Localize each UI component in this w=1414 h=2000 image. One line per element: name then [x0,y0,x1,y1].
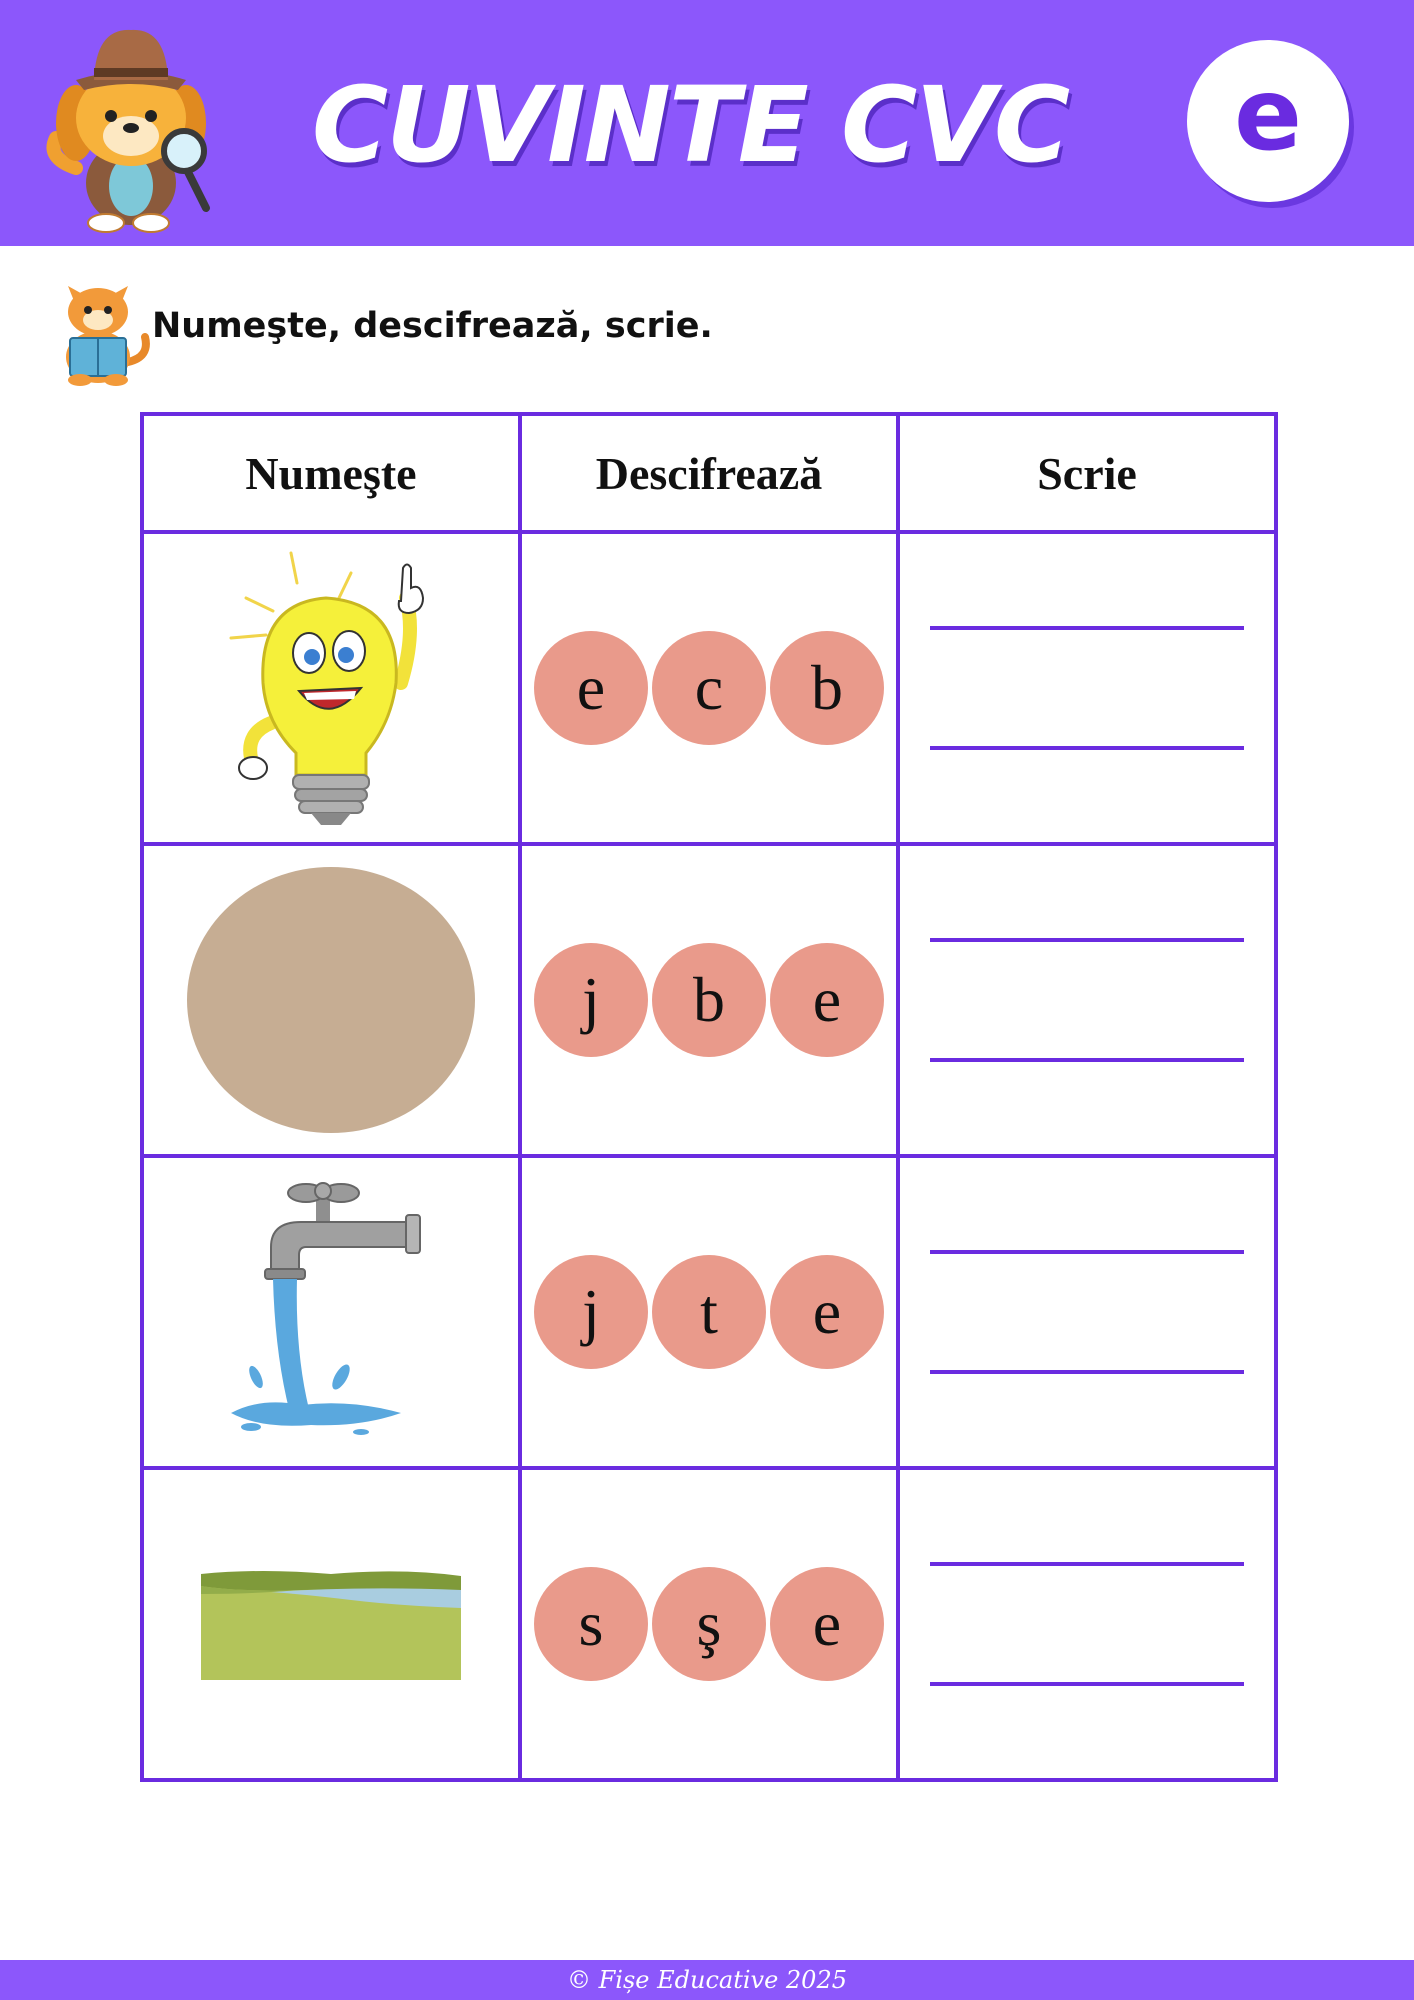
writing-line [930,938,1244,942]
brown-circle-picture [181,860,481,1140]
letters-cell [520,532,898,844]
letter-group [522,943,896,1057]
detective-dog-icon [36,18,226,233]
letter-bubble: j [534,1255,648,1369]
page-title: CUVINTE CVC [311,64,1069,186]
header-row [142,414,1276,532]
table-row [142,532,1276,844]
writing-line [930,1058,1244,1062]
green-landscape-picture [201,1564,461,1684]
light-bulb-picture [211,543,451,833]
letter-group [522,631,896,745]
letters-cell [520,844,898,1156]
letter-bubble: j [534,943,648,1057]
writing-cell[interactable] [898,1468,1276,1780]
letter-bubble: ş [652,1567,766,1681]
letter-badge [1187,40,1349,202]
letter-bubble: s [534,1567,648,1681]
letter-bubble: c [652,631,766,745]
column-header-scrie: Scrie [898,414,1276,532]
letter-group [522,1567,896,1681]
letters-cell [520,1468,898,1780]
picture-cell [142,1468,520,1780]
letter-bubble: e [770,1255,884,1369]
writing-line [930,746,1244,750]
writing-cell[interactable] [898,844,1276,1156]
writing-line [930,1370,1244,1374]
water-tap-picture [211,1177,451,1447]
column-header-numeste: Numeşte [142,414,520,532]
letter-bubble: b [770,631,884,745]
reading-cat-icon [50,272,150,387]
table-row [142,844,1276,1156]
letter-bubble: e [534,631,648,745]
footer-copyright: © Fișe Educative 2025 [0,1960,1414,2000]
writing-line [930,1250,1244,1254]
letters-cell [520,1156,898,1468]
writing-line [930,1682,1244,1686]
letter-bubble: b [652,943,766,1057]
picture-cell [142,1156,520,1468]
letter-bubble: e [770,943,884,1057]
letter-bubble: e [770,1567,884,1681]
writing-cell[interactable] [898,532,1276,844]
badge-letter: e [1234,56,1302,173]
table-row [142,1468,1276,1780]
writing-line [930,626,1244,630]
instruction-text: Numeşte, descifrează, scrie. [152,306,713,346]
header-banner [0,0,1414,246]
letter-bubble: t [652,1255,766,1369]
picture-cell [142,532,520,844]
letter-group [522,1255,896,1369]
table-row [142,1156,1276,1468]
picture-cell [142,844,520,1156]
writing-line [930,1562,1244,1566]
worksheet-table [140,412,1278,1782]
writing-cell[interactable] [898,1156,1276,1468]
column-header-descifreaza: Descifrează [520,414,898,532]
